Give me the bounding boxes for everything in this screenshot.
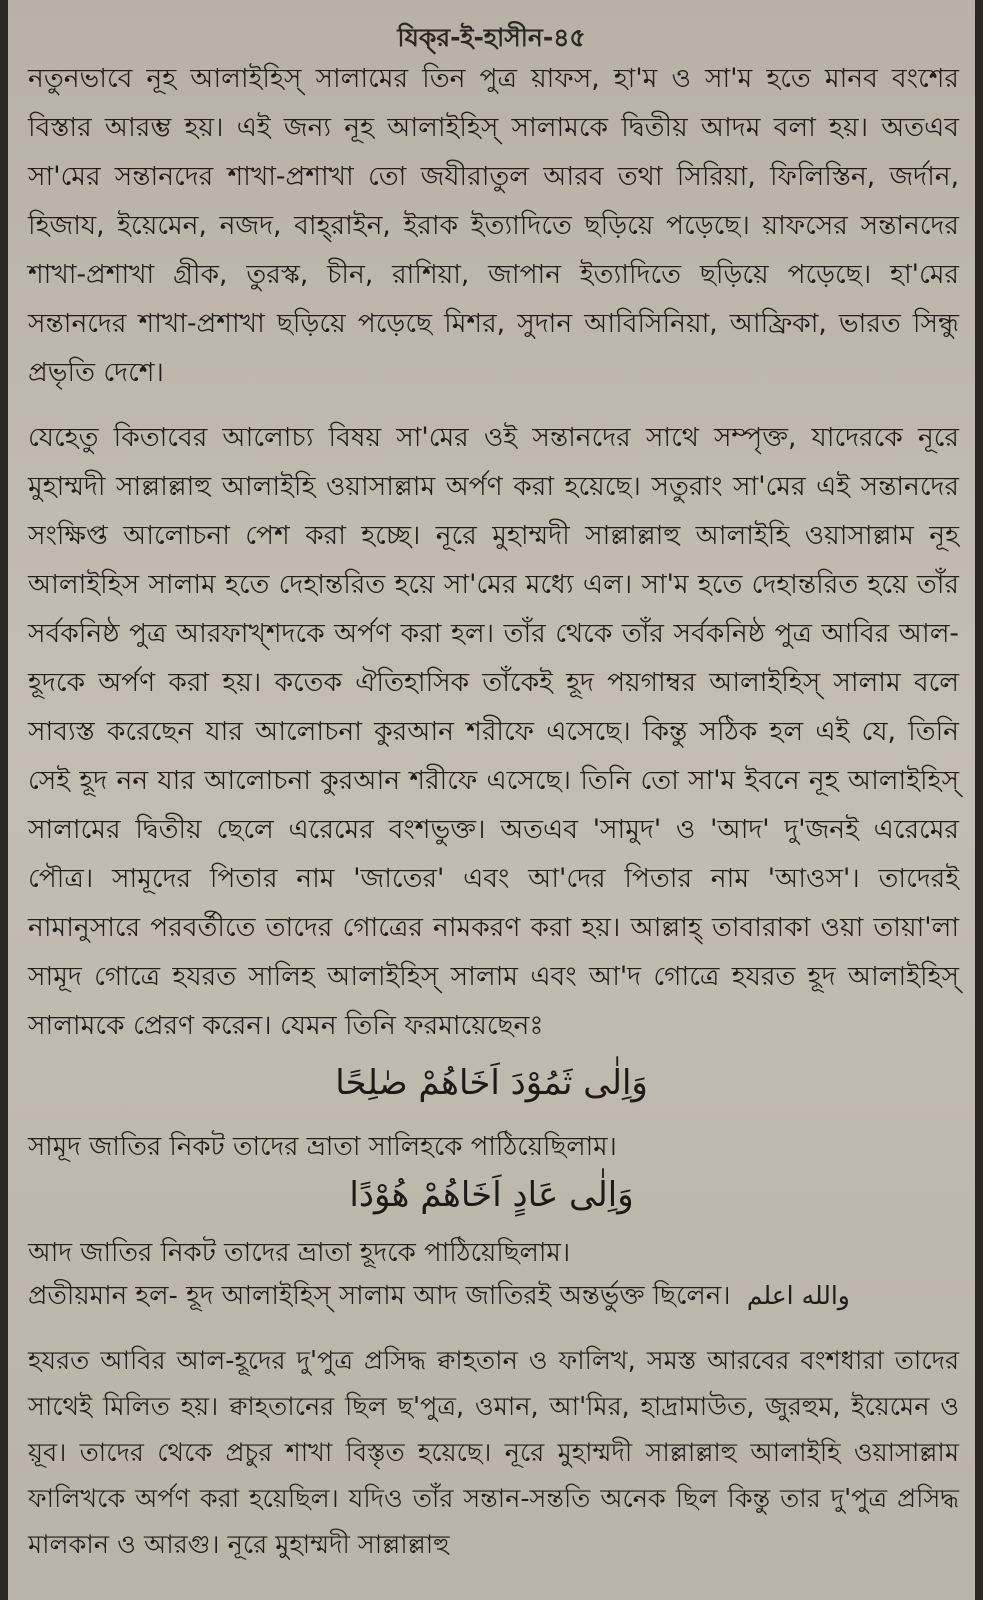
conclusion-text: প্রতীয়মান হল- হূদ আলাইহিস্ সালাম আদ জাতিরই অন্তর্ভুক্ত ছিলেন। bbox=[28, 1281, 731, 1311]
conclusion-line bbox=[28, 1275, 959, 1319]
verse-1-translation: সামূদ জাতির নিকট তাদের ভ্রাতা সালিহকে পাঠিয়েছিলাম। bbox=[28, 1132, 617, 1162]
verse-2-translation: আদ জাতির নিকট তাদের ভ্রাতা হূদকে পাঠিয়েছিলাম। bbox=[28, 1238, 571, 1268]
quran-verse-2: وَاِلٰى عَادٍ اَخَاهُمْ هُوْدًا bbox=[349, 1175, 634, 1215]
quran-verse-1: وَاِلٰى ثَمُوْدَ اَخَاهُمْ صٰلِحًا bbox=[335, 1063, 648, 1103]
paragraph-1: নতুনভাবে নূহ আলাইহিস্ সালামের তিন পুত্র য়াফস, হা'ম ও সা'ম হতে মানব বংশের বিস্তার আরম্ভ হয়। এই জন্য নূহ আলাইহিস্ সালামকে দ্বিতীয় আদম বলা হয়। অতএব সা'মের সন্তানদের শাখা-প্রশাখা তো জযীরাতুল আরব তথা সিরিয়া, ফিলিস্তিন, জর্দান, হিজায, ইয়েমেন, নজদ, বাহ্‌রাইন, ইরাক ইত্যাদিতে ছড়িয়ে পড়েছে। য়াফসের সন্তানদের শাখা-প্রশাখা গ্রীক, তুরস্ক, চীন, রাশিয়া, জাপান ইত্যাদিতে ছড়িয়ে পড়েছে। হা'মের সন্তানদের শাখা-প্রশাখা ছড়িয়ে পড়েছে মিশর, সুদান আবিসিনিয়া, আফ্রিকা, ভারত সিন্ধু প্রভৃতি দেশে। bbox=[28, 63, 959, 388]
paragraph-3: হযরত আবির আল-হূদের দু'পুত্র প্রসিদ্ধ ক্বাহতান ও ফালিখ, সমস্ত আরবের বংশধারা তাদের সাথেই মিলিত হয়। ক্বাহতানের ছিল ছ'পুত্র, ওমান, আ'মির, হাদ্রামাউত, জুরহুম, ইয়েমেন ও য়ূব। তাদের থেকে প্রচুর শাখা বিস্তৃত হয়েছে। নূরে মুহাম্মদী সাল্লাল্লাহু আলাইহি ওয়াসাল্লাম ফালিখকে অর্পণ করা হয়েছিল। যদিও তাঁর সন্তান-সন্ততি অনেক ছিল কিন্তু তার দু'পুত্র প্রসিদ্ধ মালকান ও আরগু। নূরে মুহাম্মদী সাল্লাল্লাহু bbox=[28, 1346, 959, 1560]
paragraph-2: যেহেতু কিতাবের আলোচ্য বিষয় সা'মের ওই সন্তানদের সাথে সম্পৃক্ত, যাদেরকে নূরে মুহাম্মদী সাল্লাল্লাহু আলাইহি ওয়াসাল্লাম অর্পণ করা হয়েছে। সতুরাং সা'মের এই সন্তানদের সংক্ষিপ্ত আলোচনা পেশ করা হচ্ছে। নূরে মুহাম্মদী সাল্লাল্লাহু আলাইহি ওয়াসাল্লাম নূহ আলাইহিস সালাম হতে দেহান্তরিত হয়ে সা'মের মধ্যে এল। সা'ম হতে দেহান্তরিত হয়ে তাঁর সর্বকনিষ্ঠ পুত্র আরফাখ্‌শদকে অর্পণ করা হল। তাঁর থেকে তাঁর সর্বকনিষ্ঠ পুত্র আবির আল-হূদকে অর্পণ করা হয়। কতেক ঐতিহাসিক তাঁকেই হূদ পয়গাম্বর আলাইহিস্ সালাম বলে সাব্যস্ত করেছেন যার আলোচনা কুরআন শরীফে এসেছে। কিন্তু সঠিক হল এই যে, তিনি সেই হূদ নন যার আলোচনা কুরআন শরীফে এসেছে। তিনি তো সা'ম ইবনে নূহ আলাইহিস্ সালামের দ্বিতীয় ছেলে এরেমের বংশভুক্ত। অতএব 'সামুদ' ও 'আদ' দু'জনই এরেমের পৌত্র। সামূদের পিতার নাম 'জাতের' এবং আ'দের পিতার নাম 'আওস'। তাদেরই নামানুসারে পরবর্তীতে তাদের গোত্রের নামকরণ করা হয়। আল্লাহ্ তাবারাকা ওয়া তায়া'লা সামূদ গোত্রে হযরত সালিহ আলাইহিস্ সালাম এবং আ'দ গোত্রে হযরত হূদ আলাইহিস্ সালামকে প্রেরণ করেন। যেমন তিনি ফরমায়েছেনঃ bbox=[28, 422, 959, 1041]
page-header: যিক্‌র-ই-হাসীন-৪৫ bbox=[397, 23, 586, 52]
conclusion-arabic: والله اعلم bbox=[746, 1281, 850, 1310]
book-page bbox=[8, 0, 975, 1600]
